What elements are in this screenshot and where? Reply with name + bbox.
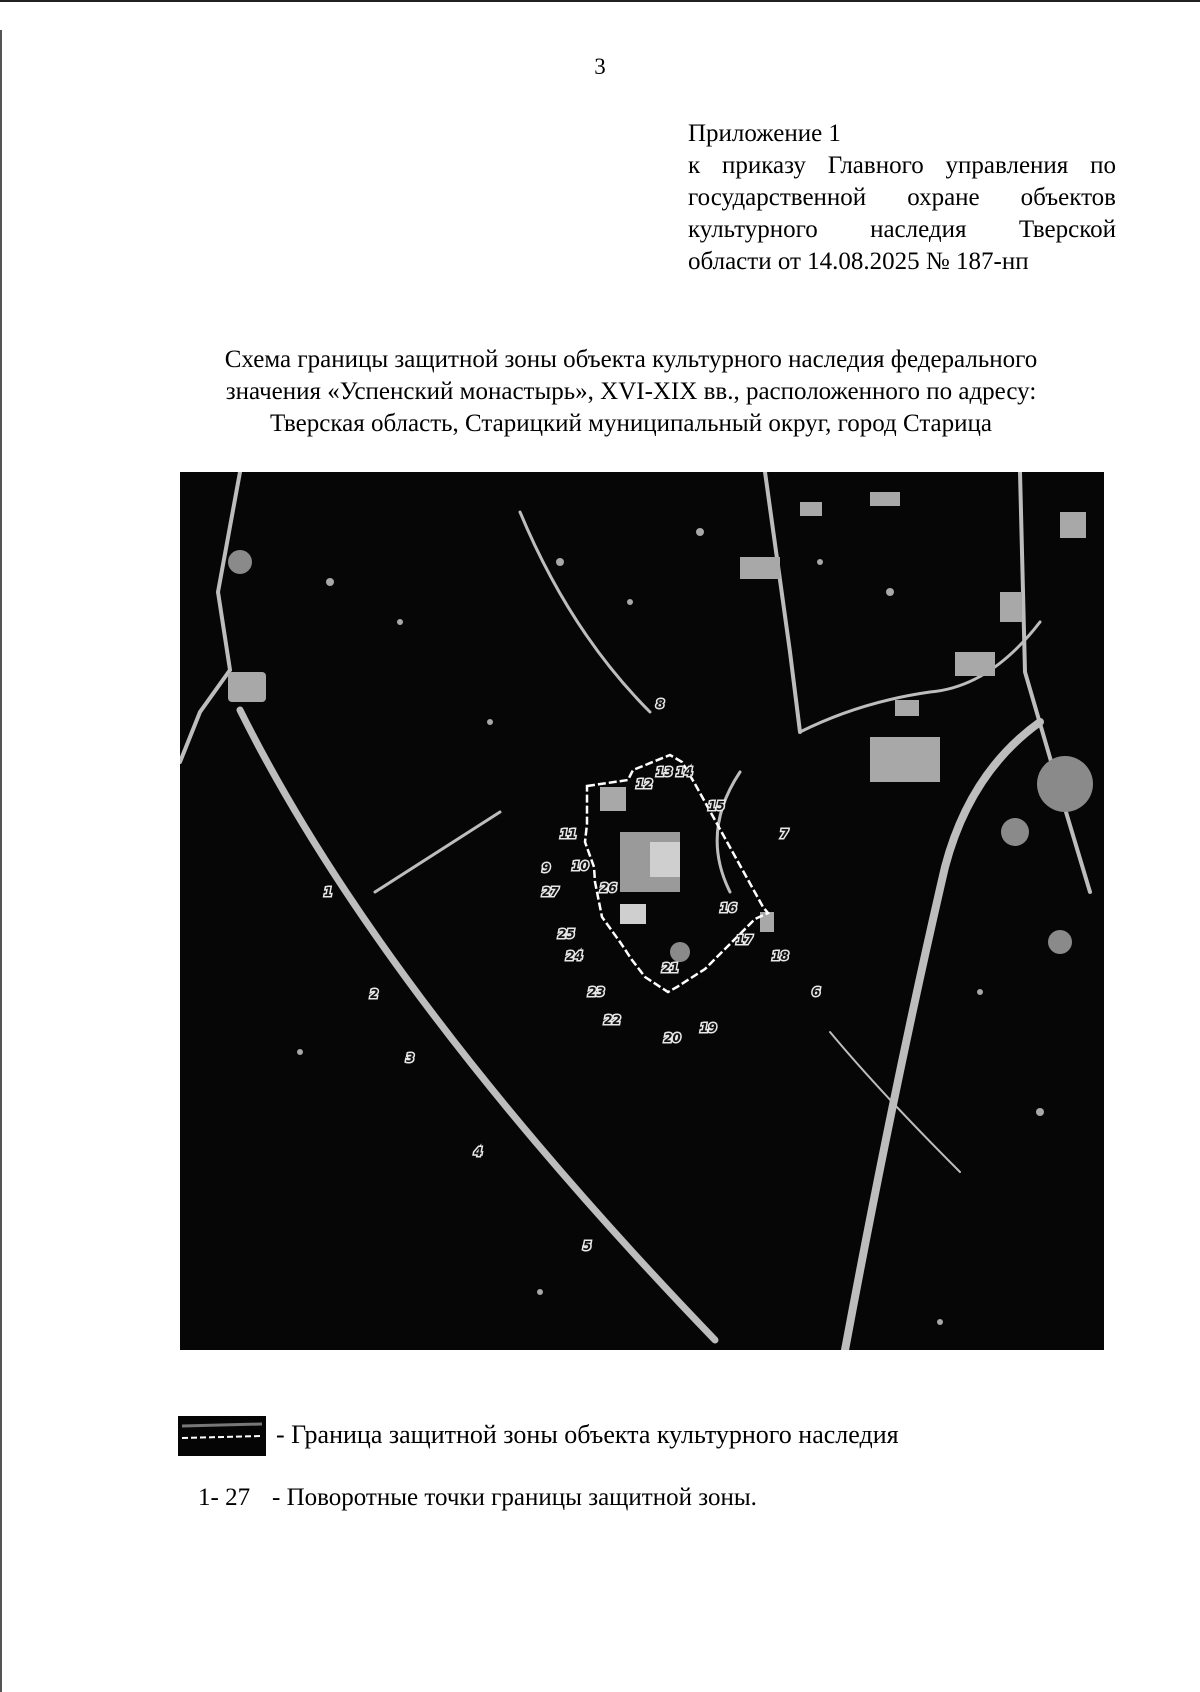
turning-point-7: 7 (780, 827, 789, 841)
page-number: 3 (594, 54, 606, 79)
tree-dot (556, 558, 564, 566)
scan-edge-left (0, 30, 2, 1692)
tree-cluster (1048, 930, 1072, 954)
turning-point-26: 26 (600, 881, 617, 895)
tree-cluster (1001, 818, 1029, 846)
road-north-west (520, 512, 650, 712)
tree-dot (886, 588, 894, 596)
road-inner (717, 772, 740, 892)
road-south-east (845, 722, 1040, 1350)
legend-boundary-text: - Граница защитной зоны объекта культурного наследия (276, 1420, 899, 1449)
appendix-line-4: культурного наследия Тверской (688, 216, 1116, 243)
turning-point-21: 21 (662, 961, 679, 975)
turning-point-16: 16 (720, 901, 737, 915)
scheme-title-line-2: значения «Успенский монастырь», XVI-XIX вв., расположенного по адресу: (225, 378, 1037, 405)
road-diagonal (375, 812, 500, 892)
tree-dot (397, 619, 403, 625)
turning-point-8: 8 (656, 697, 665, 711)
legend-swatch-svg (178, 1416, 266, 1456)
building (1000, 592, 1022, 622)
turning-point-18: 18 (772, 949, 789, 963)
tree-dot (326, 578, 334, 586)
turning-point-15: 15 (708, 799, 725, 813)
map-svg (180, 472, 1104, 1350)
turning-point-11: 11 (560, 827, 577, 841)
appendix-line-1: Приложение 1 (688, 120, 841, 147)
road-west (180, 472, 240, 762)
building (740, 557, 780, 579)
tree-cluster (228, 550, 252, 574)
appendix-line-5: области от 14.08.2025 № 187-нп (688, 248, 1029, 275)
turning-point-3: 3 (406, 1051, 415, 1065)
satellite-map (180, 472, 1104, 1350)
tree-dot (817, 559, 823, 565)
tree-dot (1036, 1108, 1044, 1116)
turning-point-10: 10 (572, 859, 589, 873)
road-southwest (240, 710, 715, 1340)
turning-point-27: 27 (542, 885, 559, 899)
building (870, 737, 940, 782)
building (800, 502, 822, 516)
building (1060, 512, 1086, 538)
monastery-church (650, 842, 680, 877)
scan-edge-top (0, 0, 1200, 2)
building (955, 652, 995, 676)
building (870, 492, 900, 506)
turning-point-1: 1 (324, 885, 333, 899)
tree-cluster (1037, 756, 1093, 812)
scheme-title (150, 344, 1112, 440)
building (228, 672, 266, 702)
tree-dot (977, 989, 983, 995)
turning-point-13: 13 (656, 765, 673, 779)
scheme-title-line-3: Тверская область, Старицкий муниципальный округ, город Старица (269, 410, 993, 437)
legend-points-text: - Поворотные точки границы защитной зоны. (272, 1484, 757, 1511)
road-connector (800, 622, 1040, 732)
turning-point-23: 23 (588, 985, 605, 999)
building (620, 904, 646, 924)
turning-point-19: 19 (700, 1021, 717, 1035)
turning-point-5: 5 (583, 1239, 592, 1253)
turning-point-25: 25 (558, 927, 575, 941)
tree-dot (627, 599, 633, 605)
appendix-line-3: государственной охране объектов (688, 184, 1116, 211)
tree-dot (937, 1319, 943, 1325)
legend-points-range: 1- 27 (198, 1484, 251, 1511)
tree-dot (487, 719, 493, 725)
turning-point-6: 6 (812, 985, 821, 999)
turning-point-labels (324, 697, 820, 1253)
legend-road-line (182, 1424, 262, 1426)
building (895, 700, 919, 716)
turning-point-4: 4 (474, 1145, 483, 1159)
tree-cluster (670, 942, 690, 962)
tree-dot (696, 528, 704, 536)
legend-boundary-swatch (178, 1416, 266, 1456)
scheme-title-line-1: Схема границы защитной зоны объекта культурного наследия федерального (224, 346, 1038, 373)
turning-point-24: 24 (566, 949, 583, 963)
legend-boundary-line (182, 1436, 262, 1438)
turning-point-22: 22 (604, 1013, 621, 1027)
building (600, 787, 626, 811)
turning-point-20: 20 (664, 1031, 681, 1045)
tree-dot (297, 1049, 303, 1055)
turning-point-2: 2 (370, 987, 379, 1001)
appendix-line-2: к приказу Главного управления по (688, 152, 1116, 179)
tree-dot (537, 1289, 543, 1295)
road-north (765, 472, 800, 732)
turning-point-9: 9 (542, 861, 551, 875)
turning-point-17: 17 (736, 933, 753, 947)
turning-point-12: 12 (636, 777, 653, 791)
appendix-block (688, 118, 1116, 278)
turning-point-14: 14 (676, 765, 693, 779)
